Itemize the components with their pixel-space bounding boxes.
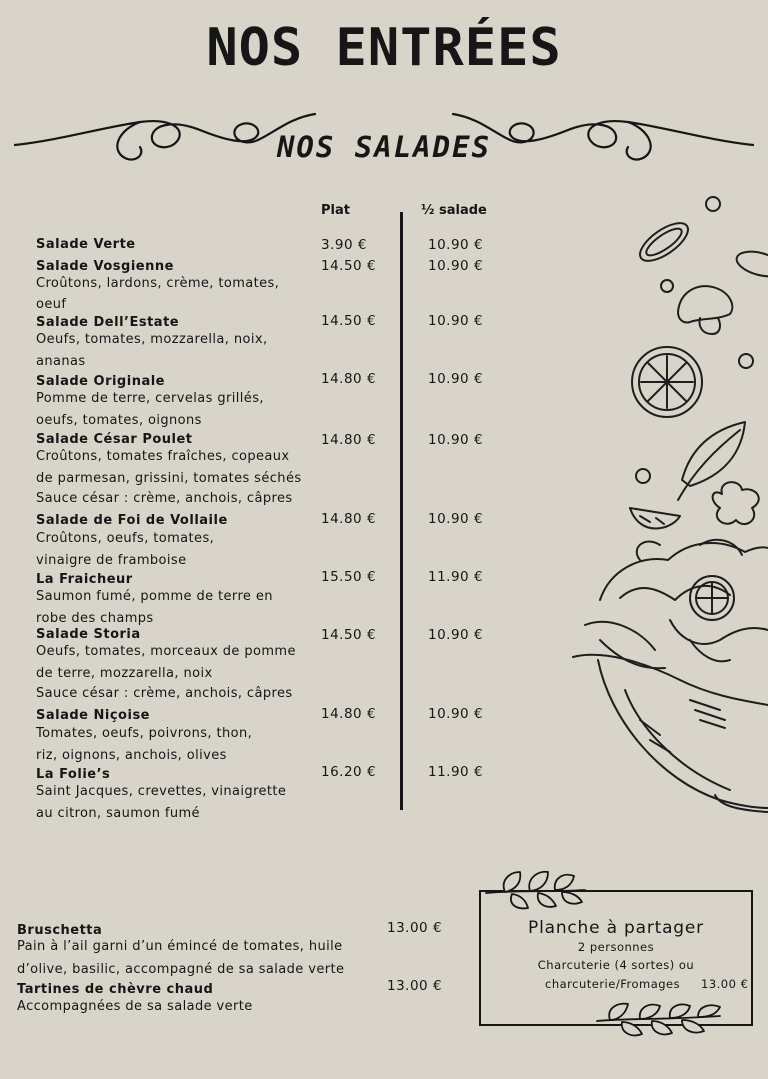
price-plat: 14.50 € (321, 313, 377, 329)
board-persons: 2 personnes (577, 940, 655, 954)
dish-desc-line: Saint Jacques, crevettes, vinaigrette (36, 784, 287, 799)
price-plat: 14.50 € (321, 627, 377, 643)
price-half: 10.90 € (428, 432, 484, 448)
dish-name: Salade Originale (36, 374, 165, 389)
price-plat: 16.20 € (321, 764, 377, 780)
board-title: Planche à partager (528, 918, 704, 938)
dish-desc-line: Croûtons, oeufs, tomates, (36, 531, 215, 546)
price-plat: 14.80 € (321, 706, 377, 722)
price-half: 11.90 € (428, 569, 484, 585)
board-desc-line: Charcuterie (4 sortes) ou (537, 958, 695, 972)
dish-desc-line: Pomme de terre, cervelas grillés, (36, 391, 264, 406)
dish-desc-line: riz, oignons, anchois, olives (36, 748, 227, 763)
dish-desc-line: ananas (36, 354, 86, 369)
page-title: NOS ENTRÉES (206, 18, 562, 78)
price-plat: 3.90 € (321, 237, 367, 253)
dish-desc-line: oeuf (36, 297, 67, 312)
board-price: 13.00 € (701, 977, 749, 991)
dish-name: Tartines de chèvre chaud (17, 982, 214, 997)
dish-desc-line: oeufs, tomates, oignons (36, 413, 202, 428)
section-title: NOS SALADES (276, 130, 492, 164)
price: 13.00 € (387, 978, 443, 994)
column-header-plat: Plat (321, 203, 350, 218)
dish-name: La Folie’s (36, 767, 111, 782)
price-half: 11.90 € (428, 764, 484, 780)
dish-desc-line: Sauce césar : crème, anchois, câpres (36, 686, 293, 701)
dish-desc-line: robe des champs (36, 611, 154, 626)
dish-name: Salade Dell’Estate (36, 315, 180, 330)
dish-desc-line: d’olive, basilic, accompagné de sa salade verte (17, 962, 345, 977)
price-plat: 14.50 € (321, 258, 377, 274)
dish-name: La Fraicheur (36, 572, 133, 587)
dish-desc-line: au citron, saumon fumé (36, 806, 200, 821)
dish-desc-line: Accompagnées de sa salade verte (17, 999, 253, 1014)
dish-desc-line: vinaigre de framboise (36, 553, 187, 568)
price-half: 10.90 € (428, 258, 484, 274)
price-plat: 14.80 € (321, 511, 377, 527)
dish-desc-line: Oeufs, tomates, morceaux de pomme (36, 644, 296, 659)
price-plat: 14.80 € (321, 432, 377, 448)
price-plat: 14.80 € (321, 371, 377, 387)
price-half: 10.90 € (428, 371, 484, 387)
dish-desc-line: Oeufs, tomates, mozzarella, noix, (36, 332, 268, 347)
dish-name: Salade Vosgienne (36, 259, 174, 274)
dish-desc-line: de terre, mozzarella, noix (36, 666, 213, 681)
dish-name: Bruschetta (17, 923, 103, 938)
price-half: 10.90 € (428, 237, 484, 253)
dish-desc-line: Saumon fumé, pomme de terre en (36, 589, 273, 604)
dish-name: Salade Verte (36, 237, 136, 252)
dish-desc-line: Pain à l’ail garni d’un émincé de tomates, huile (17, 939, 343, 954)
dish-name: Salade Storia (36, 627, 141, 642)
price-half: 10.90 € (428, 313, 484, 329)
price: 13.00 € (387, 920, 443, 936)
dish-desc-line: de parmesan, grissini, tomates séchés (36, 471, 302, 486)
dish-desc-line: Croûtons, tomates fraîches, copeaux (36, 449, 290, 464)
board-desc-line: charcuterie/Fromages (545, 977, 681, 991)
price-half: 10.90 € (428, 706, 484, 722)
dish-name: Salade César Poulet (36, 432, 193, 447)
dish-desc-line: Croûtons, lardons, crème, tomates, (36, 276, 280, 291)
price-plat: 15.50 € (321, 569, 377, 585)
dish-desc-line: Sauce césar : crème, anchois, câpres (36, 491, 293, 506)
price-half: 10.90 € (428, 511, 484, 527)
dish-name: Salade Niçoise (36, 708, 150, 723)
dish-desc-line: Tomates, oeufs, poivrons, thon, (36, 726, 253, 741)
column-header-half: ½ salade (421, 203, 487, 218)
dish-name: Salade de Foi de Vollaile (36, 513, 228, 528)
price-half: 10.90 € (428, 627, 484, 643)
